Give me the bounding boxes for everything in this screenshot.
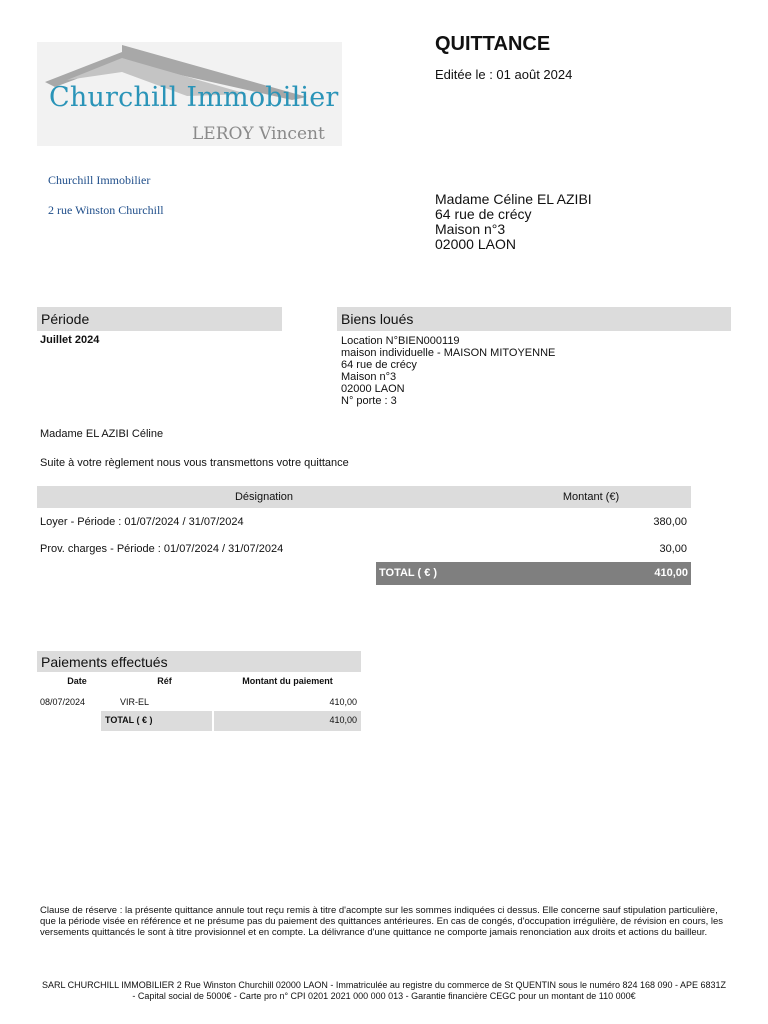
payment-amount: 410,00: [329, 697, 357, 707]
edit-date: Editée le : 01 août 2024: [435, 67, 573, 82]
intro-text: Suite à votre règlement nous vous transmettons votre quittance: [40, 457, 349, 469]
property-line: maison individuelle - MAISON MITOYENNE: [341, 347, 556, 359]
payment-total-label: TOTAL ( € ): [105, 715, 153, 725]
agency-address: 2 rue Winston Churchill: [48, 203, 164, 217]
reservation-clause: Clause de réserve : la présente quittance annule tout reçu remis à titre d'acompte sur les sommes indiquées ci dessus. Elle concerne sauf stipulation particulière, que la période visée en référence et ne présume pas du paiement des quittances antérieures. En cas de congés, d'occupation irrégulière, de révision en cours, les versements quittancés le sont à titre provisionnel et en compte. La délivrance d'une quittance ne comporte jamais renonciation aux droits et actions du bailleur.: [40, 905, 724, 938]
document-title: QUITTANCE: [435, 33, 551, 55]
designation-column-header: Désignation: [234, 491, 294, 503]
recipient-line: Madame Céline EL AZIBI: [435, 191, 592, 207]
recipient-line: Maison n°3: [435, 221, 506, 237]
payment-date-column-header: Date: [67, 676, 87, 686]
property-line: Maison n°3: [341, 371, 397, 383]
payment-ref-column-header: Réf: [157, 676, 172, 686]
property-line: N° porte : 3: [341, 395, 397, 407]
payment-total-label-cell: [101, 711, 212, 731]
property-line: 64 rue de crécy: [341, 359, 417, 371]
agency-name: Churchill Immobilier: [48, 173, 151, 187]
property-header: Biens loués: [337, 307, 731, 331]
logo-brand-text: Churchill Immobilier: [49, 82, 339, 113]
logo-agent-name: LEROY Vincent: [192, 124, 325, 144]
table-row-amount: 380,00: [653, 516, 687, 528]
salutation: Madame EL AZIBI Céline: [40, 428, 164, 440]
payment-total-value: 410,00: [329, 715, 357, 725]
total-row: [376, 562, 691, 585]
payment-amount-column-header: Montant du paiement: [242, 676, 333, 686]
legal-footer: SARL CHURCHILL IMMOBILIER 2 Rue Winston Churchill 02000 LAON - Immatriculée au registre du commerce de St QUENTIN sous le numéro 824 168 090 - APE 6831Z - Capital social de 5000€ - Carte pro n° CPI 0201 2021 000 000 013 - Garantie financière CEGC pour un montant de 110 000€: [41, 980, 727, 1001]
table-row-label: Prov. charges - Période : 01/07/2024 / 31/07/2024: [40, 543, 284, 555]
amount-column-header: Montant (€): [562, 491, 620, 503]
recipient-address: [435, 192, 592, 252]
table-row-amount: 30,00: [659, 543, 687, 555]
recipient-line: 02000 LAON: [435, 236, 516, 252]
table-row-label: Loyer - Période : 01/07/2024 / 31/07/2024: [40, 516, 244, 528]
company-logo: [37, 42, 342, 146]
payments-header: Paiements effectués: [37, 651, 361, 672]
recipient-line: 64 rue de crécy: [435, 206, 532, 222]
period-value: Juillet 2024: [40, 334, 100, 346]
property-line: 02000 LAON: [341, 383, 405, 395]
payment-ref: VIR-EL: [120, 697, 150, 707]
payment-total-value-cell: [214, 711, 361, 731]
period-header: Période: [37, 307, 282, 331]
payment-date: 08/07/2024: [40, 697, 86, 707]
total-label: TOTAL ( € ): [379, 567, 438, 579]
property-line: Location N°BIEN000119: [341, 335, 460, 347]
property-details: [341, 335, 555, 407]
total-value: 410,00: [654, 567, 688, 579]
designation-table-header: [37, 486, 691, 508]
